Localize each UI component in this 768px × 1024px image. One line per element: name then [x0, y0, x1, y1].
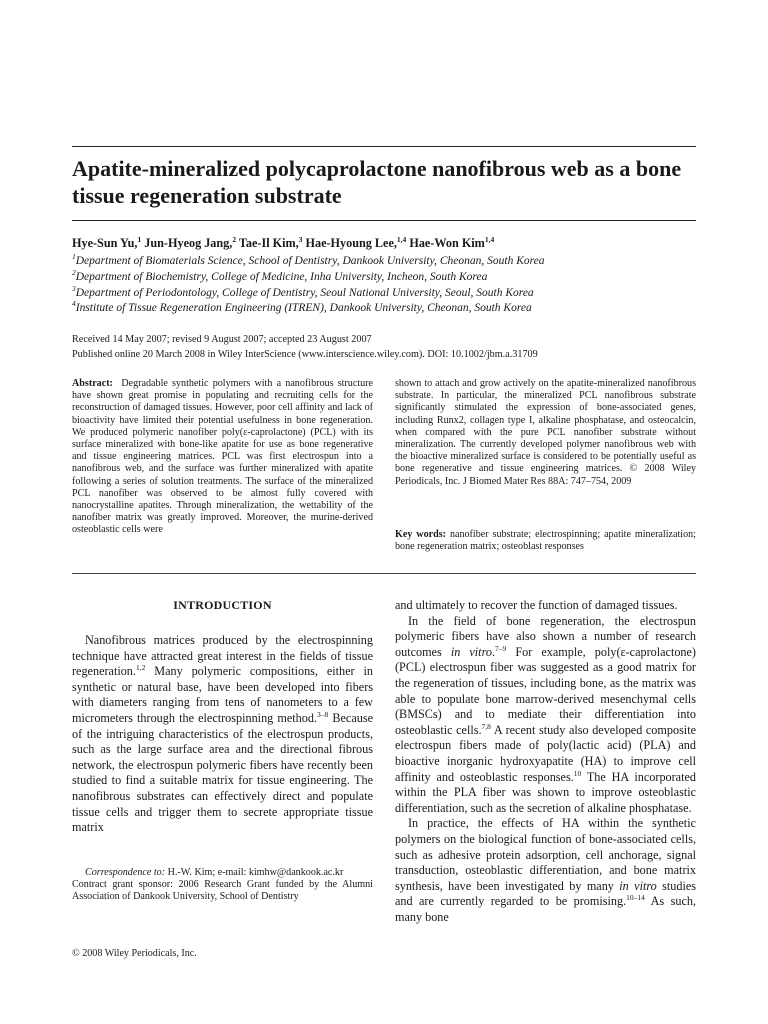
- published-info: Published online 20 March 2008 in Wiley InterScience (www.interscience.wiley.com). DOI: 10.1002/jbm.a.31709: [72, 348, 538, 360]
- body-paragraph: [72, 633, 373, 836]
- publication-dates: [72, 333, 712, 362]
- body-text: Many polymeric compositions, either in synthetic or natural base, have been developed into fibers with diameters ranging from tens of nanometers to a few micrometers through the electrospinning method.: [72, 664, 373, 725]
- author-affiliation-mark: 3: [298, 235, 303, 244]
- abstract-left-column: [72, 378, 373, 537]
- abstract-bottom-rule: [72, 573, 696, 574]
- footnotes: [72, 867, 373, 904]
- body-text: In practice, the effects of HA within the synthetic polymers on the biological function of bone-associated cells, such as adhesive protein adsorption, cell anchorage, signal transduction, osteoblastic differentiation, and bone matrix synthesis, have been investigated by many: [395, 816, 696, 893]
- body-text: The HA incorporated within the PLA fiber was shown to improve osteoblastic differentiation, such as the secretion of alkaline phosphatase.: [395, 769, 696, 815]
- keywords-text: nanofiber substrate; electrospinning; apatite mineralization; bone regeneration matrix; osteoblast responses: [395, 529, 696, 553]
- citation: 10–14: [626, 893, 645, 903]
- body-text: As such, many bone: [395, 894, 696, 924]
- received-dates: Received 14 May 2007; revised 9 August 2007; accepted 23 August 2007: [72, 334, 372, 345]
- affiliation-number: 1: [72, 252, 76, 261]
- copyright-note: © 2008 Wiley Periodicals, Inc.: [72, 948, 197, 959]
- author-affiliation-mark: 1,4: [396, 235, 407, 244]
- body-paragraph: In the field of bone regeneration, the electrospun polymeric fibers have also shown a number of research outcomes in vitro.$^{7-9}$ For example, poly(ε-caprolactone) (PCL) electrospun fiber was suggested as a good matrix for the regeneration of tissues, including bone, as the matrix was able to populate bone marrow-derived mesenchymal cells (BMSCs) and to mediate their differentiation into osteoblastic cells.$^{7,8}$ A recent study also developed composite electrospun fibers made of poly(lactic acid) (PLA) and bioactive inorganic hydroxyapatite (HA) to improve cell affinity and osteoblastic responses.$^{10}$ The HA incorporated within the PLA fiber was shown to improve osteoblastic differentiation, such as the secretion of alkaline phosphatase.: [395, 613, 696, 815]
- affiliation-list: [72, 254, 712, 317]
- abstract-text-part1: Degradable synthetic polymers with a nanofibrous structure have shown great promise in populating and recruiting cells for the reconstruction of damaged tissues. However, poor cell affinity and lack of bioactivity have limited their potential usefulness in bone regeneration. We produced polymeric nanofiber poly(ε-caprolactone) (PCL) with its surface mineralized with bone-like apatite for use as bone regenerative and tissue engineering matrices. PCL was first electrospun into a nanofibrous web, and the surface was further mineralized with apatite following a series of solution treatments. The surface of the mineralized PCL nanofiber was observed to be almost fully covered with nanocrystalline apatites. Through mineralization, the wettability of the nanofiber matrix was greatly improved. Moreover, the murine-derived osteoblastic cells were: [72, 378, 374, 536]
- body-text: studies and are currently regarded to be promising.: [395, 878, 697, 909]
- author-affiliation-mark: 1: [137, 235, 142, 244]
- author-name: Hae-Won Kim: [409, 236, 485, 250]
- abstract-text-part2: shown to attach and grow actively on the apatite-mineralized nanofibrous substrate. In particular, the mineralized PCL nanofibrous substrate significantly stimulated the expression of bone-associated genes, including Runx2, collagen type I, alkaline phosphatase, and osteocalcin, when compared with the pure PCL nanofiber substrate without mineralization. The currently developed polymer nanofibrous web with the bioactive mineralized surface is considered to be potentially useful as bone regenerative and tissue engineering matrices. © 2008 Wiley Periodicals, Inc. J Biomed Mater Res 88A: 747–754, 2009: [395, 378, 696, 487]
- author-affiliation-mark: 2: [232, 235, 237, 244]
- title-bottom-rule: [72, 220, 696, 221]
- author-name: Jun-Hyeog Jang,: [144, 236, 233, 250]
- grant-note: Contract grant sponsor: 2006 Research Grant funded by the Alumni Association of Dankook University, School of Dentistry: [72, 879, 373, 903]
- affiliation: [72, 283, 712, 302]
- body-text: A recent study also developed composite electrospun fibers made of poly(lactic acid) (PLA) and bioactive inorganic hydroxyapatite (HA) to improve cell affinity and osteoblastic responses.: [395, 722, 696, 784]
- keywords: [395, 529, 696, 553]
- body-right-column: [395, 598, 696, 925]
- abstract-right-column: [395, 378, 696, 488]
- abstract-label: Abstract:: [72, 378, 113, 389]
- body-text: For example, poly(ε-caprolactone) (PCL) electrospun fiber was suggested as a good matrix for the regeneration of tissues, including bone, as the matrix was able to populate bone marrow-derived mesenchymal cells (BMSCs) and to mediate their differentiation into osteoblastic cells.: [395, 644, 696, 737]
- citation: 10: [573, 768, 582, 778]
- affiliation-text: Department of Biomaterials Science, School of Dentistry, Dankook University, Cheonan, South Korea: [75, 255, 545, 267]
- italic-term: in vitro: [450, 644, 492, 659]
- author-name: Hye-Sun Yu,: [72, 236, 138, 250]
- correspondence-note: [72, 867, 373, 879]
- italic-term: in vitro: [619, 878, 657, 893]
- affiliation-number: 4: [72, 299, 76, 309]
- article-title: Apatite-mineralized polycaprolactone nanofibrous web as a bone tissue regeneration substrate: [72, 156, 682, 208]
- author-name: Tae-Il Kim,: [238, 236, 299, 250]
- citation: 7–9: [495, 643, 507, 653]
- affiliation-number: 2: [72, 267, 76, 277]
- correspondence-text: H.-W. Kim; e-mail: kimhw@dankook.ac.kr: [165, 867, 344, 878]
- title-top-rule: [72, 146, 696, 147]
- body-paragraph: [395, 816, 696, 925]
- affiliation: [72, 267, 712, 286]
- affiliation-number: 3: [72, 283, 76, 293]
- affiliation: [72, 301, 712, 317]
- author-list: [72, 236, 712, 251]
- body-text: Because of the intriguing characteristics of the electrospun products, such as the large surface area and the directional fibrous network, the electrospun polymeric fibers have recently been studied to find a suitable matrix for tissue engineering. The nanofibrous substrates can effectively direct and populate tissue cells and trigger them to secrete appropriate tissue matrix: [72, 710, 373, 835]
- affiliation-text: Institute of Tissue Regeneration Engineering (ITREN), Dankook University, Cheonan, South Korea: [75, 302, 532, 315]
- affiliation-text: Department of Biochemistry, College of Medicine, Inha University, Incheon, South Korea: [75, 270, 488, 283]
- affiliation-text: Department of Periodontology, College of Dentistry, Seoul National University, Seoul, South Korea: [75, 286, 534, 299]
- author-name: Hae-Hyoung Lee,: [305, 236, 397, 250]
- affiliation: [72, 254, 712, 270]
- citation: 3–8: [317, 709, 329, 719]
- citation: 1,2: [135, 663, 146, 673]
- body-text: Nanofibrous matrices produced by the electrospinning technique have attracted great interest in the fields of tissue regeneration.: [72, 633, 373, 679]
- keywords-label: Key words:: [395, 529, 447, 540]
- author-affiliation-mark: 1,4: [484, 235, 495, 244]
- body-paragraph: and ultimately to recover the function of damaged tissues.: [395, 598, 678, 612]
- correspondence-label: Correspondence to:: [85, 867, 166, 878]
- citation: 7,8: [481, 721, 491, 731]
- body-text: In the field of bone regeneration, the electrospun polymeric fibers have also shown a number of research outcomes: [395, 613, 696, 659]
- section-heading-introduction: INTRODUCTION: [173, 598, 272, 612]
- body-left-column: [72, 633, 373, 836]
